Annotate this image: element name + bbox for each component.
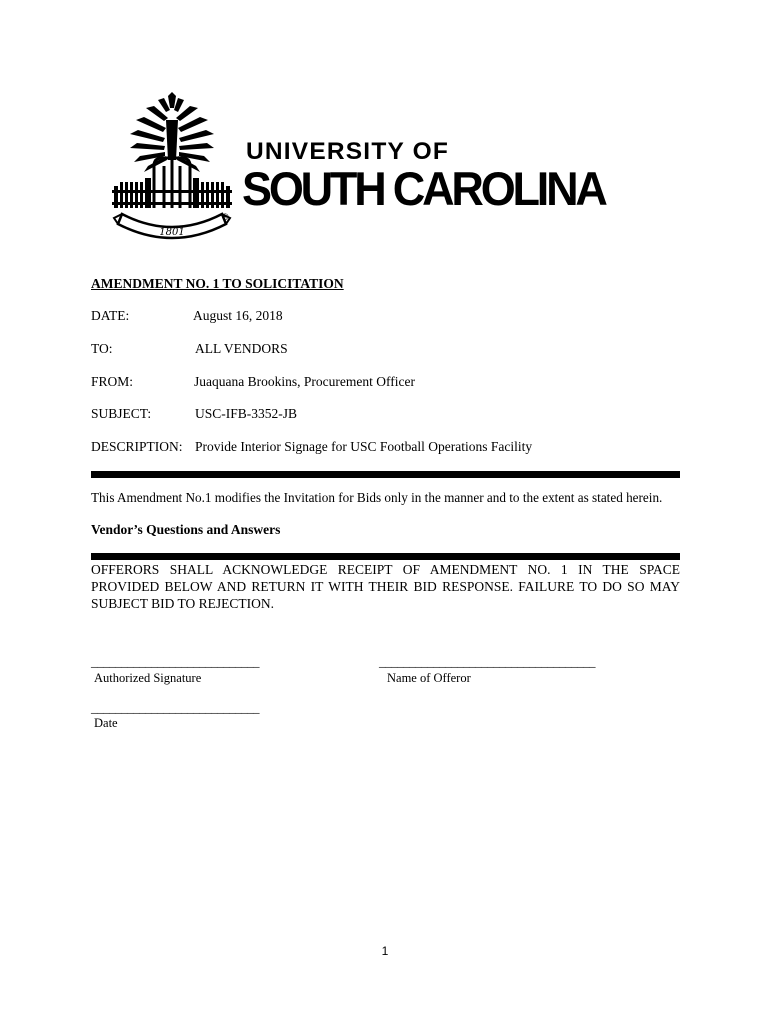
divider-rule	[91, 553, 680, 560]
description-label: DESCRIPTION:	[91, 439, 183, 454]
date-signature-line: ____________________________	[91, 700, 259, 715]
logo-line1: UNIVERSITY OF	[246, 138, 450, 165]
authorized-signature-label: Authorized Signature	[94, 671, 202, 685]
to-value: ALL VENDORS	[195, 341, 288, 356]
acknowledgement-notice: OFFERORS SHALL ACKNOWLEDGE RECEIPT OF AMENDMENT NO. 1 IN THE SPACE PROVIDED BELOW AND RETURN IT WITH THEIR BID RESPONSE. FAILURE TO DO SO MAY SUBJECT BID TO REJECTION.	[91, 562, 680, 611]
date-value: August 16, 2018	[193, 308, 283, 323]
palmetto-gate-logo-icon	[108, 90, 238, 245]
authorized-signature-line: ____________________________	[91, 654, 259, 669]
from-label: FROM:	[91, 374, 134, 389]
offeror-name-line: ____________________________________	[379, 654, 595, 669]
document-heading: AMENDMENT NO. 1 TO SOLICITATION	[91, 276, 344, 291]
intro-text: This Amendment No.1 modifies the Invitation for Bids only in the manner and to the extent as stated herein.	[91, 490, 663, 505]
date-signature-label: Date	[94, 716, 118, 730]
page-number: 1	[381, 944, 389, 958]
section-title: Vendor’s Questions and Answers	[91, 522, 281, 537]
divider-rule	[91, 471, 680, 478]
university-logo	[108, 90, 668, 250]
offeror-name-label: Name of Offeror	[387, 671, 471, 685]
to-label: TO:	[91, 341, 113, 356]
from-value: Juaquana Brookins, Procurement Officer	[194, 374, 415, 389]
subject-label: SUBJECT:	[91, 406, 152, 421]
logo-year: 1801	[159, 227, 185, 238]
date-label: DATE:	[91, 308, 130, 323]
registered-mark: ®	[222, 212, 229, 222]
logo-line2: SOUTH CAROLINA	[242, 162, 605, 216]
subject-value: USC-IFB-3352-JB	[195, 406, 298, 421]
description-value: Provide Interior Signage for USC Football Operations Facility	[195, 439, 533, 454]
